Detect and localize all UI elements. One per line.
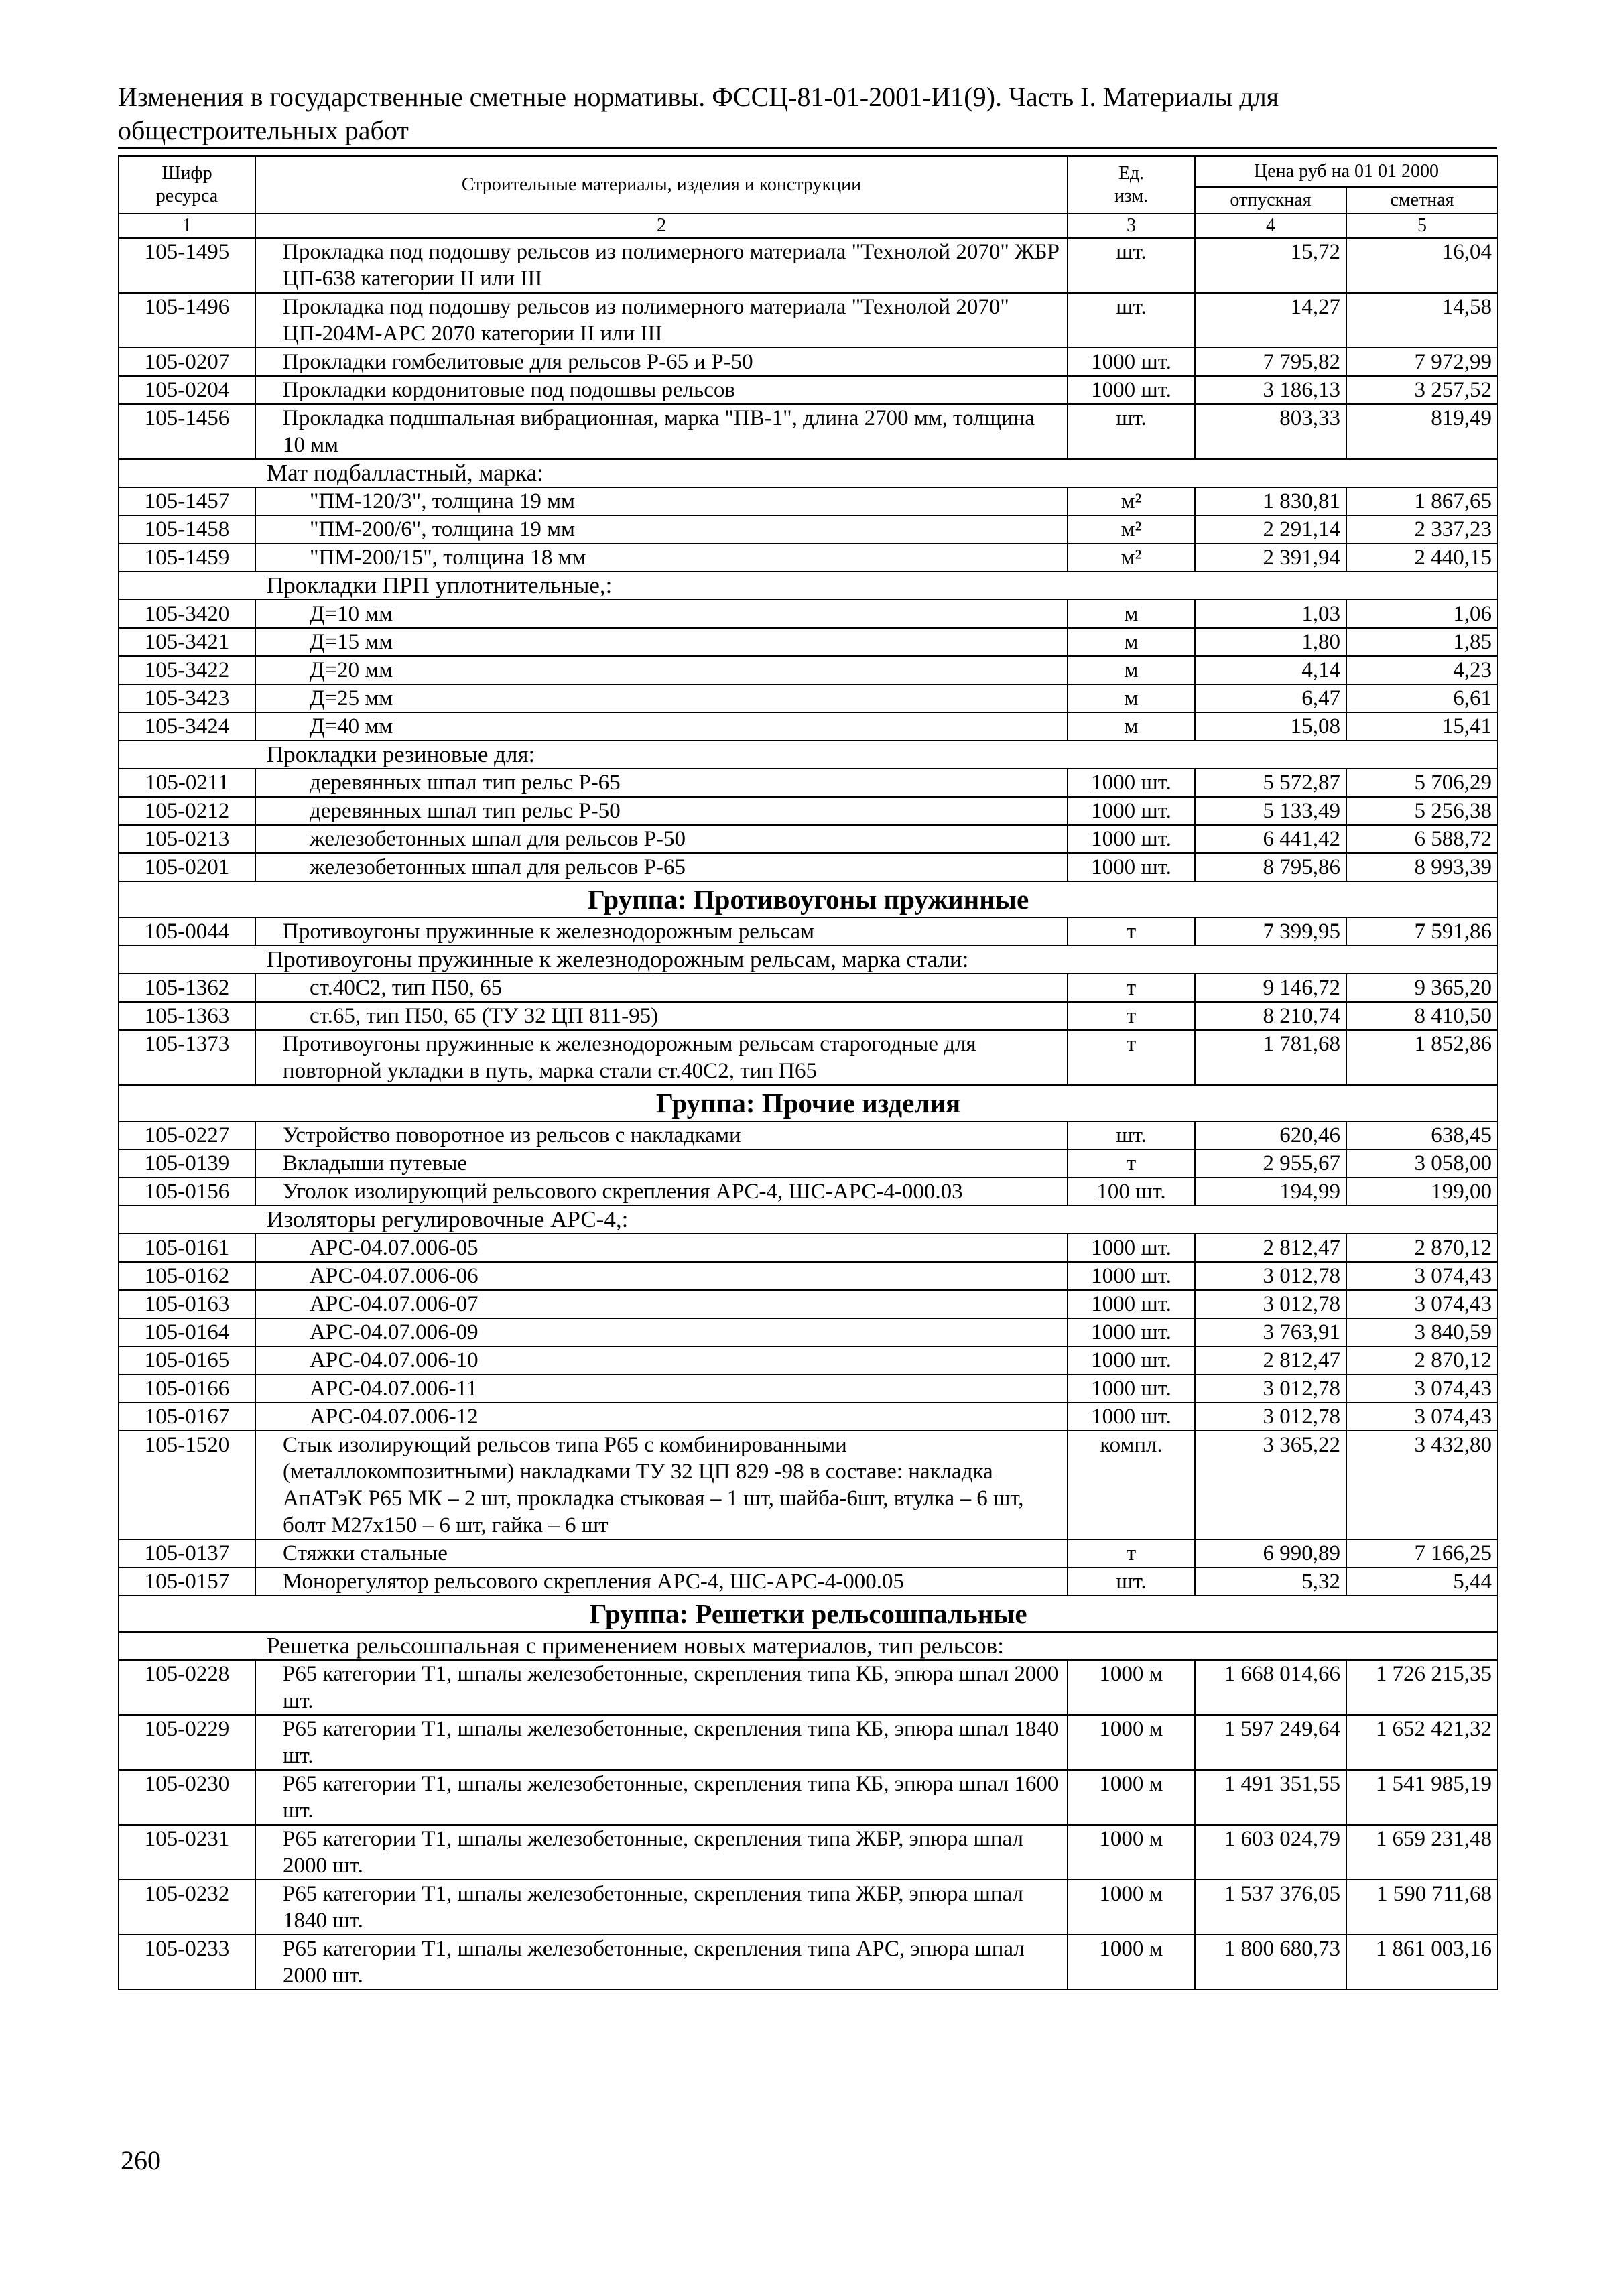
table-row (119, 544, 1498, 572)
table-row (119, 1177, 1498, 1206)
material-name-cell: Стяжки стальные (255, 1539, 1068, 1568)
estimate-price-cell: 3 074,43 (1346, 1403, 1498, 1431)
code-header-line2: ресурса (155, 186, 218, 206)
material-name-cell: Р65 категории Т1, шпалы железобетонные, скрепления типа ЖБР, эпюра шпал 2000 шт. (255, 1825, 1068, 1880)
estimate-price-cell: 7 591,86 (1346, 917, 1498, 946)
material-name-cell: "ПМ-120/3", толщина 19 мм (255, 487, 1068, 515)
material-name-cell: Р65 категории Т1, шпалы железобетонные, скрепления типа АРС, эпюра шпал 2000 шт. (255, 1935, 1068, 1990)
estimate-price-cell: 5 256,38 (1346, 797, 1498, 825)
unit-cell: компл. (1068, 1431, 1195, 1539)
unit-cell: 1000 шт. (1068, 1375, 1195, 1403)
resource-code-cell: 105-1362 (119, 974, 255, 1002)
estimate-price-cell: 8 993,39 (1346, 853, 1498, 881)
release-price-cell: 3 763,91 (1195, 1318, 1346, 1346)
resource-code-cell: 105-0232 (119, 1880, 255, 1935)
unit-header-line2: изм. (1114, 186, 1149, 206)
header-line-1: Изменения в государственные сметные нормативы. ФССЦ-81-01-2001-И1(9). Часть I. Материалы для (118, 82, 1279, 112)
estimate-price-header: сметная (1346, 187, 1498, 214)
resource-code-cell: 105-0161 (119, 1234, 255, 1262)
release-price-cell: 194,99 (1195, 1177, 1346, 1206)
estimate-price-cell: 2 337,23 (1346, 515, 1498, 544)
release-price-cell: 2 812,47 (1195, 1234, 1346, 1262)
resource-code-cell: 105-0162 (119, 1262, 255, 1290)
material-name-cell: Р65 категории Т1, шпалы железобетонные, скрепления типа ЖБР, эпюра шпал 1840 шт. (255, 1880, 1068, 1935)
resource-code-cell: 105-1520 (119, 1431, 255, 1539)
resource-code-cell: 105-3424 (119, 712, 255, 741)
unit-cell: шт. (1068, 1121, 1195, 1149)
table-row (119, 1715, 1498, 1770)
estimate-price-cell: 819,49 (1346, 404, 1498, 459)
unit-cell: шт. (1068, 293, 1195, 348)
unit-cell: 1000 шт. (1068, 853, 1195, 881)
material-name-cell: АРС-04.07.006-09 (255, 1318, 1068, 1346)
unit-cell: 1000 шт. (1068, 1403, 1195, 1431)
table-row (119, 769, 1498, 797)
estimate-price-cell: 1 652 421,32 (1346, 1715, 1498, 1770)
category-heading: Изоляторы регулировочные АРС-4,: (119, 1206, 1498, 1234)
release-price-cell: 1 491 351,55 (1195, 1770, 1346, 1825)
resource-code-cell: 105-1458 (119, 515, 255, 544)
material-name-cell: деревянных шпал тип рельс Р-65 (255, 769, 1068, 797)
table-row (119, 1002, 1498, 1030)
table-row (119, 656, 1498, 684)
table-row (119, 1318, 1498, 1346)
material-name-cell: Прокладка под подошву рельсов из полимерного материала "Технолой 2070" ЦП-204М-АРС 2070 категории II или III (255, 293, 1068, 348)
category-heading-row (119, 1632, 1498, 1660)
unit-cell: 1000 шт. (1068, 825, 1195, 853)
resource-code-cell: 105-0227 (119, 1121, 255, 1149)
material-name-cell: АРС-04.07.006-11 (255, 1375, 1068, 1403)
category-heading: Прокладки ПРП уплотнительные,: (119, 572, 1498, 600)
table-row (119, 917, 1498, 946)
release-price-cell: 15,72 (1195, 238, 1346, 293)
resource-code-cell: 105-0231 (119, 1825, 255, 1880)
release-price-cell: 3 012,78 (1195, 1375, 1346, 1403)
resource-code-cell: 105-3421 (119, 628, 255, 656)
release-price-cell: 1,03 (1195, 600, 1346, 628)
unit-cell: т (1068, 1002, 1195, 1030)
table-row (119, 1121, 1498, 1149)
material-name-cell: ст.40С2, тип П50, 65 (255, 974, 1068, 1002)
table-row (119, 1825, 1498, 1880)
material-name-cell: АРС-04.07.006-05 (255, 1234, 1068, 1262)
category-heading: Мат подбалластный, марка: (119, 459, 1498, 487)
estimate-price-cell: 8 410,50 (1346, 1002, 1498, 1030)
release-price-cell: 6,47 (1195, 684, 1346, 712)
table-row (119, 376, 1498, 404)
resource-code-cell: 105-3420 (119, 600, 255, 628)
category-heading: Прокладки резиновые для: (119, 741, 1498, 769)
resource-code-cell: 105-0211 (119, 769, 255, 797)
header-rule (118, 147, 1497, 149)
estimate-price-cell: 1 541 985,19 (1346, 1770, 1498, 1825)
release-price-cell: 8 210,74 (1195, 1002, 1346, 1030)
unit-cell: шт. (1068, 238, 1195, 293)
unit-cell: 1000 м (1068, 1935, 1195, 1990)
material-name-cell: АРС-04.07.006-06 (255, 1262, 1068, 1290)
material-name-cell: Р65 категории Т1, шпалы железобетонные, скрепления типа КБ, эпюра шпал 1840 шт. (255, 1715, 1068, 1770)
release-price-cell: 7 795,82 (1195, 348, 1346, 376)
release-price-cell: 5,32 (1195, 1568, 1346, 1596)
estimate-price-cell: 3 257,52 (1346, 376, 1498, 404)
table-row (119, 853, 1498, 881)
release-price-cell: 2 391,94 (1195, 544, 1346, 572)
estimate-price-cell: 3 074,43 (1346, 1262, 1498, 1290)
unit-cell: 1000 шт. (1068, 1318, 1195, 1346)
release-price-cell: 3 012,78 (1195, 1290, 1346, 1318)
estimate-price-cell: 2 870,12 (1346, 1346, 1498, 1375)
table-row (119, 1375, 1498, 1403)
material-name-cell: железобетонных шпал для рельсов Р-65 (255, 853, 1068, 881)
resource-code-cell: 105-0233 (119, 1935, 255, 1990)
material-name-cell: деревянных шпал тип рельс Р-50 (255, 797, 1068, 825)
group-heading-row (119, 1596, 1498, 1632)
resource-code-cell: 105-0201 (119, 853, 255, 881)
material-name-cell: АРС-04.07.006-10 (255, 1346, 1068, 1375)
release-price-cell: 3 012,78 (1195, 1262, 1346, 1290)
release-price-cell: 8 795,86 (1195, 853, 1346, 881)
unit-cell: м² (1068, 487, 1195, 515)
category-heading-row (119, 741, 1498, 769)
material-name-cell: железобетонных шпал для рельсов Р-50 (255, 825, 1068, 853)
release-price-cell: 1 537 376,05 (1195, 1880, 1346, 1935)
table-row (119, 684, 1498, 712)
table-row (119, 515, 1498, 544)
resource-code-cell: 105-0139 (119, 1149, 255, 1177)
table-row (119, 1660, 1498, 1715)
materials-price-table (118, 155, 1498, 1990)
resource-code-cell: 105-0213 (119, 825, 255, 853)
category-heading-row (119, 946, 1498, 974)
estimate-price-cell: 638,45 (1346, 1121, 1498, 1149)
table-row (119, 1234, 1498, 1262)
resource-code-cell: 105-1495 (119, 238, 255, 293)
table-row (119, 293, 1498, 348)
release-price-cell: 4,14 (1195, 656, 1346, 684)
material-name-cell: ст.65, тип П50, 65 (ТУ 32 ЦП 811-95) (255, 1002, 1068, 1030)
estimate-price-cell: 1,06 (1346, 600, 1498, 628)
resource-code-cell: 105-3422 (119, 656, 255, 684)
unit-cell: 1000 шт. (1068, 769, 1195, 797)
resource-code-cell: 105-0230 (119, 1770, 255, 1825)
release-price-cell: 14,27 (1195, 293, 1346, 348)
estimate-price-cell: 1 659 231,48 (1346, 1825, 1498, 1880)
table-row (119, 1346, 1498, 1375)
estimate-price-cell: 3 074,43 (1346, 1375, 1498, 1403)
resource-code-cell: 105-0207 (119, 348, 255, 376)
release-price-cell: 7 399,95 (1195, 917, 1346, 946)
estimate-price-cell: 4,23 (1346, 656, 1498, 684)
release-price-cell: 1 781,68 (1195, 1030, 1346, 1085)
table-body (119, 238, 1498, 1990)
unit-cell: 1000 шт. (1068, 348, 1195, 376)
code-column-header (119, 156, 255, 214)
material-name-cell: "ПМ-200/6", толщина 19 мм (255, 515, 1068, 544)
material-name-cell: Устройство поворотное из рельсов с накладками (255, 1121, 1068, 1149)
estimate-price-cell: 3 058,00 (1346, 1149, 1498, 1177)
unit-cell: т (1068, 1539, 1195, 1568)
release-price-cell: 1,80 (1195, 628, 1346, 656)
material-name-cell: Д=10 мм (255, 600, 1068, 628)
table-row (119, 712, 1498, 741)
unit-cell: 1000 шт. (1068, 1346, 1195, 1375)
material-name-cell: Уголок изолирующий рельсового скрепления АРС-4, ШС-АРС-4-000.03 (255, 1177, 1068, 1206)
resource-code-cell: 105-1496 (119, 293, 255, 348)
category-heading-row (119, 1206, 1498, 1234)
material-name-cell: Прокладка под подошву рельсов из полимерного материала "Технолой 2070" ЖБР ЦП-638 категории II или III (255, 238, 1068, 293)
material-name-cell: Прокладки гомбелитовые для рельсов Р-65 и Р-50 (255, 348, 1068, 376)
material-name-cell: Д=20 мм (255, 656, 1068, 684)
estimate-price-cell: 9 365,20 (1346, 974, 1498, 1002)
unit-cell: 1000 м (1068, 1880, 1195, 1935)
unit-cell: м (1068, 628, 1195, 656)
unit-cell: т (1068, 1149, 1195, 1177)
unit-cell: 1000 м (1068, 1825, 1195, 1880)
release-price-cell: 1 830,81 (1195, 487, 1346, 515)
table-row (119, 1935, 1498, 1990)
release-price-cell: 1 668 014,66 (1195, 1660, 1346, 1715)
group-heading-row (119, 881, 1498, 917)
estimate-price-cell: 2 440,15 (1346, 544, 1498, 572)
unit-cell: м (1068, 600, 1195, 628)
column-number: 4 (1195, 214, 1346, 238)
release-price-header: отпускная (1195, 187, 1346, 214)
release-price-cell: 2 955,67 (1195, 1149, 1346, 1177)
unit-cell: 1000 шт. (1068, 797, 1195, 825)
material-name-cell: Д=40 мм (255, 712, 1068, 741)
material-name-cell: Стык изолирующий рельсов типа Р65 с комбинированными (металлокомпозитными) накладками ТУ 32 ЦП 829 -98 в составе: накладка АпАТэК Р65 МК – 2 шт, прокладка стыковая – 1 шт, шайба-6шт, втулка – 6 шт, болт М27х150 – 6 шт, гайка – 6 шт (255, 1431, 1068, 1539)
unit-cell: м² (1068, 515, 1195, 544)
estimate-price-cell: 6 588,72 (1346, 825, 1498, 853)
release-price-cell: 3 012,78 (1195, 1403, 1346, 1431)
table-row (119, 1880, 1498, 1935)
group-heading-row (119, 1085, 1498, 1121)
table-row (119, 1290, 1498, 1318)
material-name-cell: Вкладыши путевые (255, 1149, 1068, 1177)
material-name-cell: Монорегулятор рельсового скрепления АРС-4, ШС-АРС-4-000.05 (255, 1568, 1068, 1596)
release-price-cell: 620,46 (1195, 1121, 1346, 1149)
column-number: 1 (119, 214, 255, 238)
estimate-price-cell: 199,00 (1346, 1177, 1498, 1206)
estimate-price-cell: 1 726 215,35 (1346, 1660, 1498, 1715)
column-number: 5 (1346, 214, 1498, 238)
unit-cell: м (1068, 712, 1195, 741)
estimate-price-cell: 1 590 711,68 (1346, 1880, 1498, 1935)
table-row (119, 797, 1498, 825)
unit-cell: м (1068, 656, 1195, 684)
resource-code-cell: 105-0164 (119, 1318, 255, 1346)
table-row (119, 1262, 1498, 1290)
column-number: 3 (1068, 214, 1195, 238)
category-heading-row (119, 459, 1498, 487)
category-heading-row (119, 572, 1498, 600)
table-row (119, 348, 1498, 376)
document-header (118, 80, 1458, 147)
release-price-cell: 1 603 024,79 (1195, 1825, 1346, 1880)
unit-cell: 1000 шт. (1068, 1290, 1195, 1318)
unit-column-header (1068, 156, 1195, 214)
price-column-header: Цена руб на 01 01 2000 (1195, 156, 1498, 187)
unit-cell: т (1068, 974, 1195, 1002)
unit-cell: м² (1068, 544, 1195, 572)
material-name-cell: АРС-04.07.006-07 (255, 1290, 1068, 1318)
release-price-cell: 15,08 (1195, 712, 1346, 741)
table-row (119, 238, 1498, 293)
table-row (119, 1149, 1498, 1177)
material-name-cell: АРС-04.07.006-12 (255, 1403, 1068, 1431)
estimate-price-cell: 1 861 003,16 (1346, 1935, 1498, 1990)
estimate-price-cell: 3 074,43 (1346, 1290, 1498, 1318)
estimate-price-cell: 3 840,59 (1346, 1318, 1498, 1346)
estimate-price-cell: 5,44 (1346, 1568, 1498, 1596)
unit-cell: т (1068, 1030, 1195, 1085)
estimate-price-cell: 16,04 (1346, 238, 1498, 293)
group-heading: Группа: Противоугоны пружинные (119, 881, 1498, 917)
release-price-cell: 9 146,72 (1195, 974, 1346, 1002)
category-heading: Решетка рельсошпальная с применением новых материалов, тип рельсов: (119, 1632, 1498, 1660)
material-name-cell: Прокладки кордонитовые под подошвы рельсов (255, 376, 1068, 404)
resource-code-cell: 105-0157 (119, 1568, 255, 1596)
unit-cell: 1000 м (1068, 1770, 1195, 1825)
resource-code-cell: 105-0137 (119, 1539, 255, 1568)
release-price-cell: 5 133,49 (1195, 797, 1346, 825)
resource-code-cell: 105-0167 (119, 1403, 255, 1431)
estimate-price-cell: 5 706,29 (1346, 769, 1498, 797)
resource-code-cell: 105-1457 (119, 487, 255, 515)
release-price-cell: 6 990,89 (1195, 1539, 1346, 1568)
table-row (119, 628, 1498, 656)
header-line-2: общестроительных работ (118, 115, 409, 145)
release-price-cell: 2 812,47 (1195, 1346, 1346, 1375)
resource-code-cell: 105-0165 (119, 1346, 255, 1375)
unit-cell: 1000 м (1068, 1660, 1195, 1715)
table-row (119, 825, 1498, 853)
resource-code-cell: 105-0204 (119, 376, 255, 404)
estimate-price-cell: 7 972,99 (1346, 348, 1498, 376)
unit-header-line1: Ед. (1118, 163, 1145, 184)
table-row (119, 1030, 1498, 1085)
estimate-price-cell: 3 432,80 (1346, 1431, 1498, 1539)
category-heading: Противоугоны пружинные к железнодорожным рельсам, марка стали: (119, 946, 1498, 974)
unit-cell: т (1068, 917, 1195, 946)
unit-cell: 1000 м (1068, 1715, 1195, 1770)
resource-code-cell: 105-0212 (119, 797, 255, 825)
unit-cell: 1000 шт. (1068, 376, 1195, 404)
group-heading: Группа: Прочие изделия (119, 1085, 1498, 1121)
material-name-cell: Р65 категории Т1, шпалы железобетонные, скрепления типа КБ, эпюра шпал 2000 шт. (255, 1660, 1068, 1715)
material-name-cell: Прокладка подшпальная вибрационная, марка "ПВ-1", длина 2700 мм, толщина 10 мм (255, 404, 1068, 459)
resource-code-cell: 105-0156 (119, 1177, 255, 1206)
release-price-cell: 3 365,22 (1195, 1431, 1346, 1539)
material-name-cell: "ПМ-200/15", толщина 18 мм (255, 544, 1068, 572)
material-name-cell: Противоугоны пружинные к железнодорожным рельсам старогодные для повторной укладки в путь, марка стали ст.40С2, тип П65 (255, 1030, 1068, 1085)
estimate-price-cell: 1 867,65 (1346, 487, 1498, 515)
table-row (119, 1539, 1498, 1568)
unit-cell: шт. (1068, 404, 1195, 459)
unit-cell: м (1068, 684, 1195, 712)
table-row (119, 1431, 1498, 1539)
table-row (119, 600, 1498, 628)
unit-cell: 1000 шт. (1068, 1262, 1195, 1290)
page-number: 260 (121, 2145, 161, 2175)
table-row (119, 487, 1498, 515)
estimate-price-cell: 6,61 (1346, 684, 1498, 712)
name-column-header: Строительные материалы, изделия и конструкции (255, 156, 1068, 214)
release-price-cell: 2 291,14 (1195, 515, 1346, 544)
column-number: 2 (255, 214, 1068, 238)
estimate-price-cell: 1,85 (1346, 628, 1498, 656)
release-price-cell: 803,33 (1195, 404, 1346, 459)
code-header-line1: Шифр (162, 163, 212, 184)
unit-cell: 1000 шт. (1068, 1234, 1195, 1262)
resource-code-cell: 105-0166 (119, 1375, 255, 1403)
material-name-cell: Д=15 мм (255, 628, 1068, 656)
table-row (119, 974, 1498, 1002)
resource-code-cell: 105-0163 (119, 1290, 255, 1318)
release-price-cell: 3 186,13 (1195, 376, 1346, 404)
material-name-cell: Р65 категории Т1, шпалы железобетонные, скрепления типа КБ, эпюра шпал 1600 шт. (255, 1770, 1068, 1825)
unit-cell: шт. (1068, 1568, 1195, 1596)
material-name-cell: Д=25 мм (255, 684, 1068, 712)
group-heading: Группа: Решетки рельсошпальные (119, 1596, 1498, 1632)
release-price-cell: 1 597 249,64 (1195, 1715, 1346, 1770)
table-row (119, 1568, 1498, 1596)
unit-cell: 100 шт. (1068, 1177, 1195, 1206)
release-price-cell: 1 800 680,73 (1195, 1935, 1346, 1990)
estimate-price-cell: 7 166,25 (1346, 1539, 1498, 1568)
material-name-cell: Противоугоны пружинные к железнодорожным рельсам (255, 917, 1068, 946)
table-row (119, 404, 1498, 459)
estimate-price-cell: 2 870,12 (1346, 1234, 1498, 1262)
resource-code-cell: 105-1456 (119, 404, 255, 459)
table-row (119, 1403, 1498, 1431)
resource-code-cell: 105-1459 (119, 544, 255, 572)
resource-code-cell: 105-0044 (119, 917, 255, 946)
release-price-cell: 5 572,87 (1195, 769, 1346, 797)
resource-code-cell: 105-1373 (119, 1030, 255, 1085)
estimate-price-cell: 1 852,86 (1346, 1030, 1498, 1085)
estimate-price-cell: 15,41 (1346, 712, 1498, 741)
release-price-cell: 6 441,42 (1195, 825, 1346, 853)
resource-code-cell: 105-3423 (119, 684, 255, 712)
resource-code-cell: 105-1363 (119, 1002, 255, 1030)
resource-code-cell: 105-0229 (119, 1715, 255, 1770)
table-row (119, 1770, 1498, 1825)
resource-code-cell: 105-0228 (119, 1660, 255, 1715)
estimate-price-cell: 14,58 (1346, 293, 1498, 348)
